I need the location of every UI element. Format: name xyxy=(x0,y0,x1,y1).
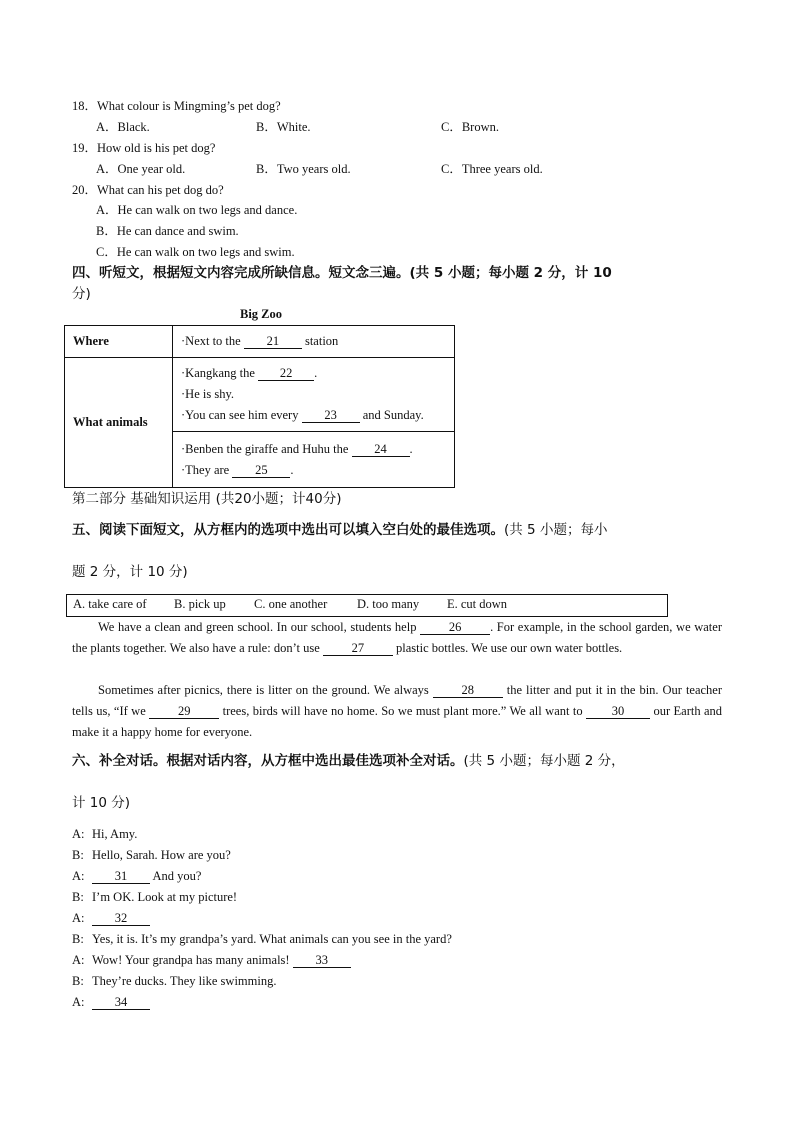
dialog-text: And you? xyxy=(152,869,202,883)
blank-30[interactable]: 30 xyxy=(586,704,650,719)
speaker-label: B: xyxy=(72,932,84,946)
blank-31[interactable]: 31 xyxy=(92,869,150,884)
dialog-line xyxy=(72,931,452,947)
table-title: Big Zoo xyxy=(240,307,283,321)
option-18c: C．Brown. xyxy=(441,120,499,134)
section6-heading-cont: 计 10 分) xyxy=(72,795,131,811)
dialog-line xyxy=(72,952,351,968)
option-b: B. pick up xyxy=(174,597,226,611)
dialog-line xyxy=(72,994,150,1010)
dialog-line xyxy=(72,889,237,905)
speaker-label: A: xyxy=(72,953,85,967)
where-content: ·Next to the 21 station xyxy=(173,326,455,358)
dialog-text: I’m OK. Look at my picture! xyxy=(92,890,238,904)
blank-34[interactable]: 34 xyxy=(92,995,150,1010)
speaker-label: B: xyxy=(72,890,84,904)
dialog-text: They’re ducks. They like swimming. xyxy=(92,974,277,988)
blank-28[interactable]: 28 xyxy=(433,683,503,698)
option-18b: B．White. xyxy=(256,120,311,134)
dialog-line xyxy=(72,910,150,926)
blank-27[interactable]: 27 xyxy=(323,641,393,656)
speaker-label: A: xyxy=(72,995,85,1009)
dialog-line xyxy=(72,868,201,884)
question-20: 20．What can his pet dog do? xyxy=(72,183,224,197)
blank-33[interactable]: 33 xyxy=(293,953,351,968)
blank-25[interactable]: 25 xyxy=(232,463,290,478)
blank-29[interactable]: 29 xyxy=(149,704,219,719)
part2-heading: 第二部分 基础知识运用 (共20小题；计40分) xyxy=(72,491,342,507)
dialog-line xyxy=(72,973,276,989)
section5-heading: 五、阅读下面短文，从方框内的选项中选出可以填入空白处的最佳选项。(共 5 小题；每小 xyxy=(72,522,608,538)
option-a: A. take care of xyxy=(73,597,147,611)
blank-24[interactable]: 24 xyxy=(352,442,410,457)
option-19c: C．Three years old. xyxy=(441,162,543,176)
dialog-text: Yes, it is. It’s my grandpa’s yard. What animals can you see in the yard? xyxy=(92,932,452,946)
big-zoo-table xyxy=(64,325,455,488)
benben-content: ·Benben the giraffe and Huhu the 24 . ·They are 25 . xyxy=(173,432,455,488)
dialog-line xyxy=(72,826,137,842)
dialog-line xyxy=(72,847,231,863)
speaker-label: B: xyxy=(72,974,84,988)
option-18a: A．Black. xyxy=(96,120,150,134)
question-19: 19．How old is his pet dog? xyxy=(72,141,216,155)
option-d: D. too many xyxy=(357,597,420,611)
section4-heading-cont: 分) xyxy=(72,286,91,302)
speaker-label: A: xyxy=(72,827,85,841)
blank-26[interactable]: 26 xyxy=(420,620,490,635)
section6-heading: 六、补全对话。根据对话内容，从方框中选出最佳选项补全对话。(共 5 小题；每小题 2 分， xyxy=(72,753,625,769)
speaker-label: B: xyxy=(72,848,84,862)
option-19a: A．One year old. xyxy=(96,162,186,176)
dialog-text: Wow! Your grandpa has many animals! xyxy=(92,953,290,967)
option-c: C. one another xyxy=(254,597,328,611)
speaker-label: A: xyxy=(72,911,85,925)
blank-22[interactable]: 22 xyxy=(258,366,314,381)
options-box xyxy=(66,594,668,617)
option-e: E. cut down xyxy=(447,597,508,611)
where-label: Where xyxy=(65,326,173,358)
question-18: 18．What colour is Mingming’s pet dog? xyxy=(72,99,281,113)
passage-paragraph-1: We have a clean and green school. In our school, students help 26 . For example, in the school garden, we water the plants together. We also have a rule: don’t use 27 plastic bottles. We use our own water bottles. xyxy=(72,620,722,655)
option-19b: B．Two years old. xyxy=(256,162,351,176)
blank-32[interactable]: 32 xyxy=(92,911,150,926)
section4-heading: 四、听短文，根据短文内容完成所缺信息。短文念三遍。(共 5 小题；每小题 2 分，计 10 xyxy=(72,265,612,281)
section5-heading-cont: 题 2 分，计 10 分) xyxy=(72,564,188,580)
passage-paragraph-2: Sometimes after picnics, there is litter on the ground. We always 28 the litter and put it in the bin. Our teacher tells us, “If we 29 trees, birds will have no home. So we must plant more.” We all want to 30 our Earth and make it a happy home for everyone. xyxy=(72,683,723,739)
dialog-text: Hi, Amy. xyxy=(92,827,138,841)
option-20a: A．He can walk on two legs and dance. xyxy=(96,203,298,217)
what-animals-label: What animals xyxy=(65,358,173,488)
dialog-text: Hello, Sarah. How are you? xyxy=(92,848,231,862)
option-20c: C．He can walk on two legs and swim. xyxy=(96,245,295,259)
blank-23[interactable]: 23 xyxy=(302,408,360,423)
speaker-label: A: xyxy=(72,869,85,883)
blank-21[interactable]: 21 xyxy=(244,334,302,349)
kangkang-content: ·Kangkang the 22 . ·He is shy. ·You can see him every 23 and Sunday. xyxy=(173,358,455,432)
option-20b: B．He can dance and swim. xyxy=(96,224,239,238)
